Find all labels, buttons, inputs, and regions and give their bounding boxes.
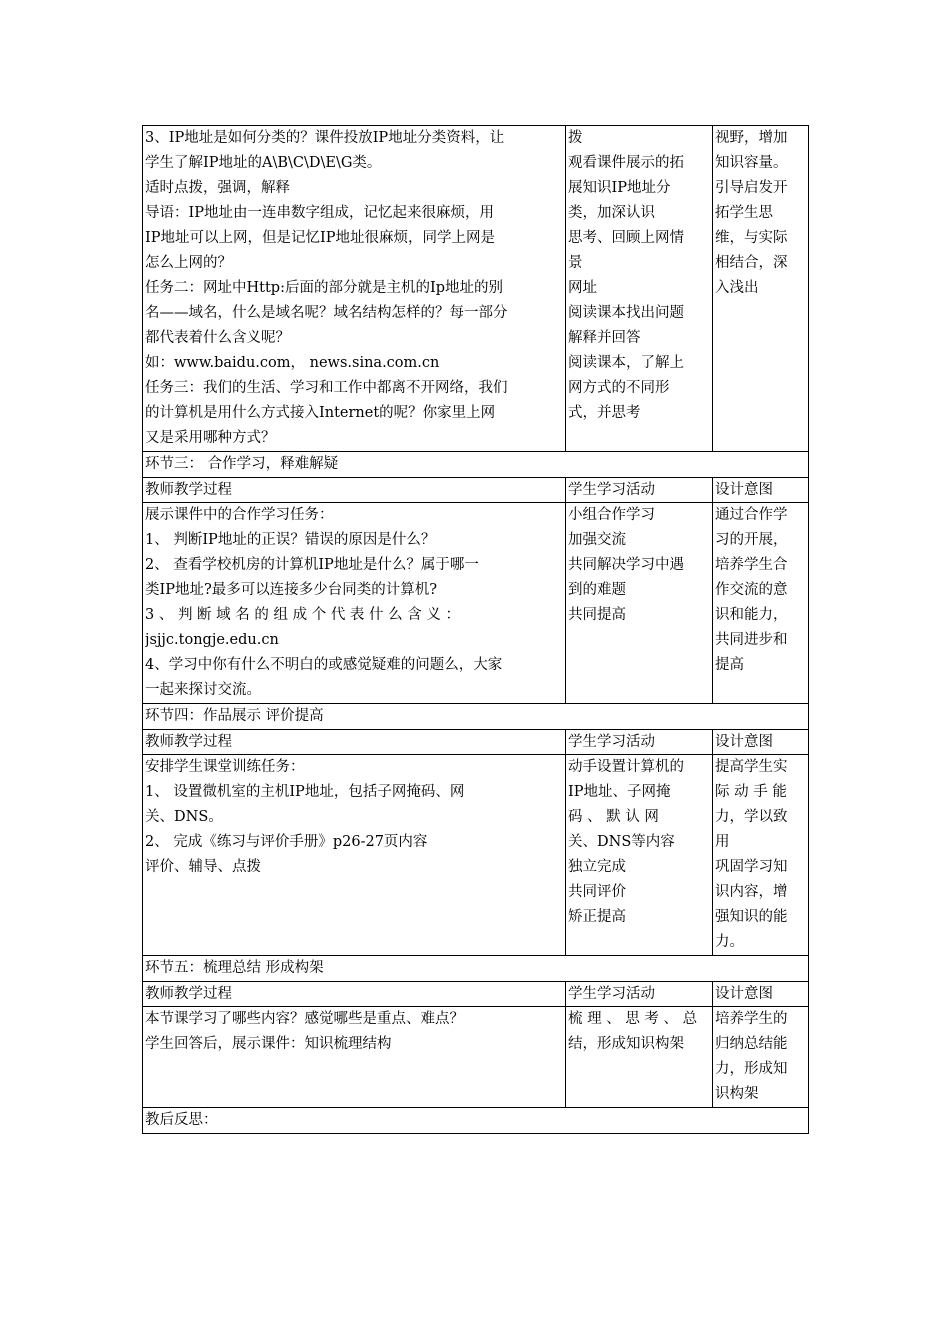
teacher-line: 任务二：网址中Http:后面的部分就是主机的Ip地址的别 <box>145 280 503 296</box>
teacher-line: 怎么上网的？ <box>145 255 232 271</box>
student-line: 网方式的不同形 <box>568 380 670 396</box>
teacher-line: 1、 设置微机室的主机IP地址，包括子网掩码、网 <box>145 784 465 800</box>
student-line: 关、DNS等内容 <box>568 834 675 850</box>
intent-line: 力，形成知 <box>715 1061 788 1077</box>
intent-line: 提高 <box>715 657 744 673</box>
col-intent-header: 设计意图 <box>713 478 809 503</box>
section4-intent-cell <box>713 1007 809 1108</box>
teacher-line: 类IP地址?最多可以连接多少台同类的计算机? <box>145 582 438 598</box>
intent-line: 力，学以致 <box>715 809 788 825</box>
intent-line: 巩固学习知 <box>715 859 788 875</box>
student-line: 阅读课本找出问题 <box>568 305 684 321</box>
student-line: 景 <box>568 255 583 271</box>
section2-row <box>143 503 809 704</box>
col-teacher-header: 教师教学过程 <box>143 982 566 1007</box>
section1-row <box>143 126 809 452</box>
teacher-line: 导语：IP地址由一连串数字组成，记忆起来很麻烦，用 <box>145 205 494 221</box>
intent-line: 引导启发开 <box>715 180 788 196</box>
intent-line: 相结合，深 <box>715 255 788 271</box>
section1-intent-cell <box>713 126 809 452</box>
teacher-line: 学生了解IP地址的A\B\C\D\E\G类。 <box>145 155 382 171</box>
student-line: 小组合作学习 <box>568 507 655 523</box>
intent-line: 作交流的意 <box>715 582 788 598</box>
lesson-plan-page <box>142 125 808 1134</box>
intent-line: 力。 <box>715 934 744 950</box>
intent-line: 用 <box>715 834 730 850</box>
section1-student-cell <box>566 126 713 452</box>
teacher-line: 展示课件中的合作学习任务： <box>145 507 334 523</box>
student-line: IP地址、子网掩 <box>568 784 671 800</box>
student-line: 共同解决学习中遇 <box>568 557 684 573</box>
student-line: 码 、 默 认 网 <box>568 809 659 825</box>
section3-title: 环节四：作品展示 评价提高 <box>143 704 809 730</box>
section2-intent-cell <box>713 503 809 704</box>
student-line: 矫正提高 <box>568 909 626 925</box>
teacher-line: 关、DNS。 <box>145 809 223 825</box>
teacher-line: 如：www.baidu.com， news.sina.com.cn <box>145 355 440 371</box>
teacher-line: 本节课学习了哪些内容？感觉哪些是重点、难点？ <box>145 1011 464 1027</box>
section3-title-row <box>143 704 809 730</box>
student-line: 梳 理 、 思 考 、 总 <box>568 1011 698 1027</box>
intent-line: 归纳总结能 <box>715 1036 788 1052</box>
col-student-header: 学生学习活动 <box>566 982 713 1007</box>
teacher-line: 又是采用哪种方式？ <box>145 430 276 446</box>
section2-title-row <box>143 452 809 478</box>
section4-header-row <box>143 982 809 1007</box>
intent-line: 拓学生思 <box>715 205 773 221</box>
teacher-line: 3 、 判 断 域 名 的 组 成 个 代 表 什 么 含 义 ： <box>145 607 460 623</box>
intent-line: 通过合作学 <box>715 507 788 523</box>
student-line: 拨 <box>568 130 583 146</box>
teacher-line: IP地址可以上网，但是记忆IP地址很麻烦，同学上网是 <box>145 230 495 246</box>
teacher-line: 1、 判断IP地址的正误？错误的原因是什么？ <box>145 532 436 548</box>
intent-line: 培养学生合 <box>715 557 788 573</box>
col-teacher-header: 教师教学过程 <box>143 478 566 503</box>
student-line: 式，并思考 <box>568 405 641 421</box>
section1-teacher-cell <box>143 126 566 452</box>
teacher-line: 2、 查看学校机房的计算机IP地址是什么？属于哪一 <box>145 557 479 573</box>
student-line: 结，形成知识构架 <box>568 1036 684 1052</box>
section4-row <box>143 1007 809 1108</box>
intent-line: 识和能力， <box>715 607 788 623</box>
section3-intent-cell <box>713 755 809 956</box>
section4-teacher-cell <box>143 1007 566 1108</box>
student-line: 共同提高 <box>568 607 626 623</box>
section4-title-row <box>143 956 809 982</box>
reflection-row <box>143 1108 809 1134</box>
intent-line: 维，与实际 <box>715 230 788 246</box>
section3-student-cell <box>566 755 713 956</box>
col-intent-header: 设计意图 <box>713 982 809 1007</box>
student-line: 阅读课本，了解上 <box>568 355 684 371</box>
student-line: 类，加深认识 <box>568 205 655 221</box>
col-student-header: 学生学习活动 <box>566 478 713 503</box>
teacher-line: 的计算机是用什么方式接入Internet的呢？你家里上网 <box>145 405 496 421</box>
teacher-line: jsjjc.tongje.edu.cn <box>145 632 279 648</box>
student-line: 加强交流 <box>568 532 626 548</box>
col-intent-header: 设计意图 <box>713 730 809 755</box>
student-line: 观看课件展示的拓 <box>568 155 684 171</box>
teacher-line: 评价、辅导、点拨 <box>145 859 261 875</box>
col-student-header: 学生学习活动 <box>566 730 713 755</box>
section3-row <box>143 755 809 956</box>
teacher-line: 4、学习中你有什么不明白的或感觉疑难的问题么，大家 <box>145 657 503 673</box>
section2-teacher-cell <box>143 503 566 704</box>
intent-line: 培养学生的 <box>715 1011 788 1027</box>
student-line: 到的难题 <box>568 582 626 598</box>
teacher-line: 2、 完成《练习与评价手册》p26-27页内容 <box>145 834 428 850</box>
intent-line: 知识容量。 <box>715 155 788 171</box>
intent-line: 视野，增加 <box>715 130 788 146</box>
student-line: 解释并回答 <box>568 330 641 346</box>
student-line: 思考、回顾上网情 <box>568 230 684 246</box>
teacher-line: 学生回答后，展示课件：知识梳理结构 <box>145 1036 392 1052</box>
col-teacher-header: 教师教学过程 <box>143 730 566 755</box>
section4-student-cell <box>566 1007 713 1108</box>
teacher-line: 名——域名，什么是域名呢？域名结构怎样的？每一部分 <box>145 305 508 321</box>
teacher-line: 安排学生课堂训练任务： <box>145 759 305 775</box>
intent-line: 共同进步和 <box>715 632 788 648</box>
intent-line: 强知识的能 <box>715 909 788 925</box>
teacher-line: 适时点拨，强调，解释 <box>145 180 290 196</box>
intent-line: 入浅出 <box>715 280 759 296</box>
intent-line: 际 动 手 能 <box>715 784 787 800</box>
student-line: 独立完成 <box>568 859 626 875</box>
student-line: 网址 <box>568 280 597 296</box>
section2-title: 环节三： 合作学习，释难解疑 <box>143 452 809 478</box>
student-line: 动手设置计算机的 <box>568 759 684 775</box>
section3-header-row <box>143 730 809 755</box>
section2-student-cell <box>566 503 713 704</box>
intent-line: 识构架 <box>715 1086 759 1102</box>
student-line: 展知识IP地址分 <box>568 180 671 196</box>
section2-header-row <box>143 478 809 503</box>
student-line: 共同评价 <box>568 884 626 900</box>
section3-teacher-cell <box>143 755 566 956</box>
section4-title: 环节五：梳理总结 形成构架 <box>143 956 809 982</box>
teacher-line: 3、IP地址是如何分类的？课件投放IP地址分类资料，让 <box>145 130 505 146</box>
intent-line: 提高学生实 <box>715 759 788 775</box>
teacher-line: 任务三：我们的生活、学习和工作中都离不开网络，我们 <box>145 380 508 396</box>
intent-line: 识内容，增 <box>715 884 788 900</box>
teacher-line: 一起来探讨交流。 <box>145 682 261 698</box>
reflection-cell: 教后反思： <box>143 1108 809 1134</box>
teacher-line: 都代表着什么含义呢？ <box>145 330 290 346</box>
intent-line: 习的开展， <box>715 532 788 548</box>
lesson-plan-table <box>142 125 809 1134</box>
